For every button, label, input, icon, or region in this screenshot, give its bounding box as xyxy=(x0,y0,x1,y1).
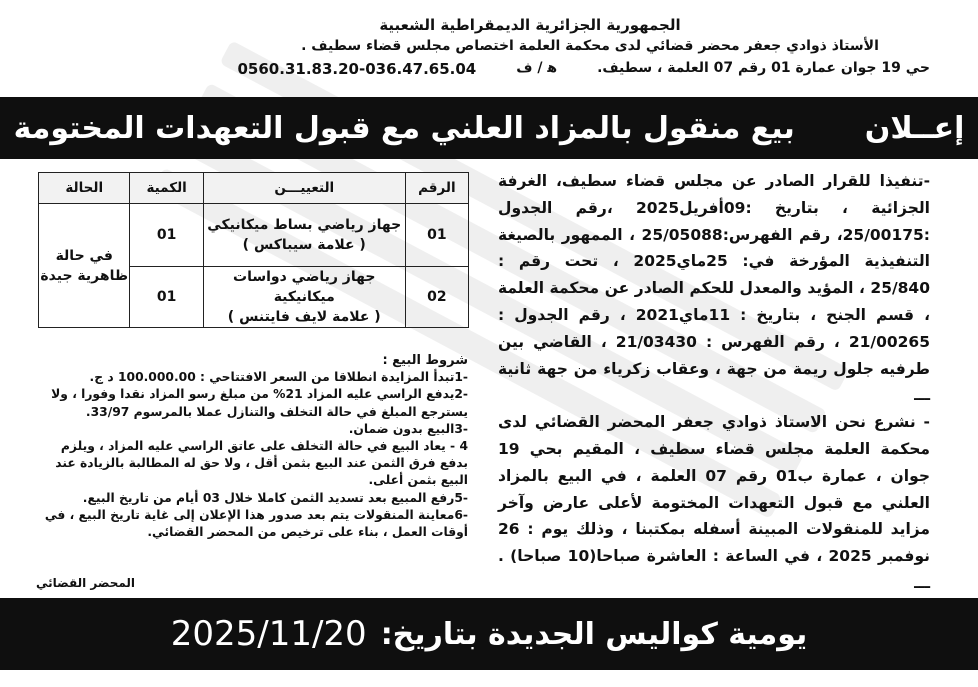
announcement-label: إعــلان xyxy=(864,110,965,146)
item-description: جهاز رياضي بساط ميكانيكي xyxy=(207,217,402,233)
table-header-row xyxy=(39,173,469,204)
item-quantity: 01 xyxy=(130,267,203,328)
condition-item: -3البيع بدون ضمان. xyxy=(348,421,468,436)
item-number: 02 xyxy=(405,267,468,328)
condition-item: 4 - يعاد البيع في حالة التخلف على عاتق الراسي عليه المزاد ، ويلزم بدفع فرق الثمن عند البيع بثمن أقل ، ولا حق له المطالبة بالزيادة عند البيع بثمن أعلى. xyxy=(55,439,468,488)
col-header-number: الرقم xyxy=(405,173,468,204)
condition-item: -5رفع المبيع بعد تسديد الثمن كاملا خلال 03 أيام من تاريخ البيع. xyxy=(82,490,468,505)
bailiff-line: الأستاذ ذوادي جعفر محضر قضائي لدى محكمة العلمة اختصاص مجلس قضاء سطيف . xyxy=(301,38,879,54)
col-header-quantity: الكمية xyxy=(130,173,203,204)
sale-conditions xyxy=(38,352,468,541)
col-header-status: الحالة xyxy=(39,173,130,204)
item-description: جهاز رياضي دواسات ميكانيكية xyxy=(233,269,376,305)
publication-date: 2025/11/20 xyxy=(170,614,367,654)
office-address: حي 19 جوان عمارة 01 رقم 07 العلمة ، سطيف. xyxy=(597,60,930,76)
signer-title: المحضر القضائي xyxy=(36,576,136,590)
body-paragraph: -تنفيذا للقرار الصادر عن مجلس قضاء سطيف، الغرفة الجزائية ، بتاريخ :09أفريل2025 ،رقم الجدول :25/00175، رقم الفهرس:25/05088 ، الممهور بالصيغة التنفيذية المؤرخة في: 25ماي2025 ، تحت رقم : 25/840 ، المؤيد والمعدل للحكم الصادر عن محكمة العلمة ، قسم الجنح ، بتاريخ : 11ماي2021 ، رقم الجدول : 21/00265 ، رقم الفهرس : 21/03430 ، القاضي بين طرفيه جلول ريمة من جهة ، وعقاب زكرياء من جهة ثانية ـــ xyxy=(498,172,930,405)
item-number: 01 xyxy=(405,204,468,267)
republic-title: الجمهورية الجزائرية الديمقراطية الشعبية xyxy=(379,16,681,34)
publication-bar xyxy=(0,598,978,670)
condition-item: -2يدفع الراسي عليه المزاد 21% من مبلغ رسو المزاد نقدا وفورا ، ولا يسترجع المبلغ في حالة التخلف والتنازل عملا بالمرسوم 33/97. xyxy=(51,387,468,419)
body-paragraph: - نشرع نحن الاستاذ ذوادي جعفر المحضر القضائي لدى محكمة العلمة مجلس قضاء سطيف ، المقيم بحي 19 جوان ، عمارة ب01 رقم 07 العلمة ، في البيع بالمزاد العلني مع قبول التعهدات المختومة لأعلى عارض وآخر مزايد للمنقولات المبينة أسفله بمكتبنا ، وذلك يوم : 26 نوفمبر 2025 ، في الساعة : العاشرة صباحا(10 صباحا) . ـــ xyxy=(498,413,930,592)
table-row xyxy=(39,204,469,267)
phone-numbers: 0560.31.83.20-036.47.65.04 xyxy=(237,60,477,78)
newspaper-label: يومية كواليس الجديدة بتاريخ: xyxy=(380,616,808,652)
title-bar xyxy=(0,97,978,159)
contact-line xyxy=(130,60,930,78)
announcement-title: بيع منقول بالمزاد العلني مع قبول التعهدات المختومة xyxy=(13,110,795,146)
item-brand: ( علامة لايف فايتنس ) xyxy=(227,309,381,325)
announcement-body xyxy=(498,168,930,597)
item-designation xyxy=(203,267,405,328)
phone-label: ﻫ / ف xyxy=(516,60,558,76)
item-status: في حالة ظاهرية جيدة xyxy=(39,204,130,328)
condition-item: -6معاينة المنقولات يتم بعد صدور هذا الإعلان إلى غاية تاريخ البيع ، في أوقات العمل ، بناء على ترخيص من المحضر القضائي. xyxy=(44,507,468,540)
col-header-designation: التعييـــن xyxy=(203,173,405,204)
item-designation xyxy=(203,204,405,267)
item-quantity: 01 xyxy=(130,204,203,267)
conditions-title: شروط البيع : xyxy=(382,353,468,368)
items-table xyxy=(38,172,469,328)
item-brand: ( علامة سيباكس ) xyxy=(242,237,366,253)
header xyxy=(130,16,930,78)
condition-item: -1تبدأ المزايدة انطلاقا من السعر الافتتاحي : 100.000.00 د ج. xyxy=(89,370,468,385)
